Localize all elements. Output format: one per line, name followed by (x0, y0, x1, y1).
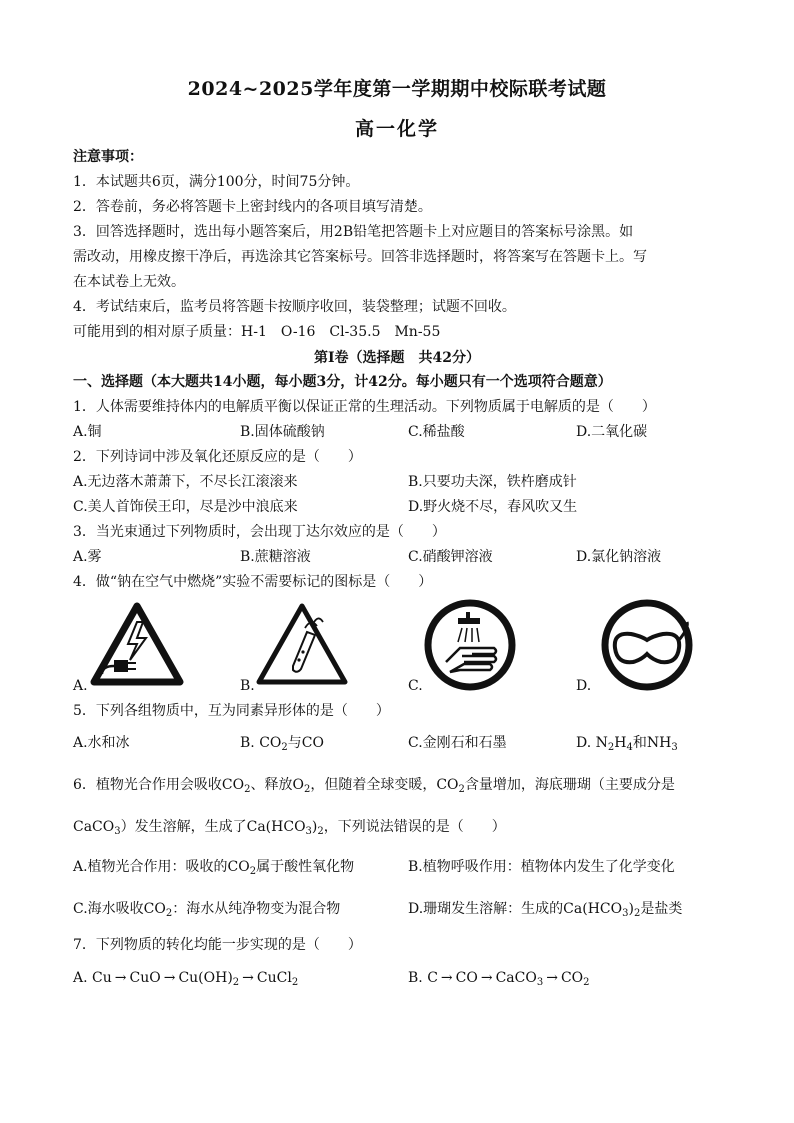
q4-option-a: A. (73, 678, 88, 694)
q2-option-c: C.美人首饰侯王印，尽是沙中浪底来 (73, 499, 298, 515)
q3-option-a: A.雾 (73, 549, 102, 565)
q5-option-b: B. $CO_2$与CO (240, 735, 324, 753)
q7-stem: 7．下列物质的转化均能一步实现的是（ ） (73, 937, 362, 953)
q6-option-d: D.珊瑚发生溶解：生成的$Ca(HCO_3)_2$是盐类 (408, 901, 683, 919)
notice-item-1: 1．本试题共6页，满分100分，时间75分钟。 (73, 174, 360, 190)
q6-stem-line2: CaCO$_3$）发生溶解，生成了$Ca(HCO_3)_2$，下列说法错误的是（ ） (73, 819, 506, 837)
q4-option-c: C. (408, 678, 423, 694)
q6-stem-line1: 6．植物光合作用会吸收$CO_2$、释放$O_2$，但随着全球变暖，$CO_2$含量增加，海底珊瑚（主要成分是 (73, 777, 675, 795)
q1-option-b: B.固体硫酸钠 (240, 424, 325, 440)
q1-stem: 1．人体需要维持体内的电解质平衡以保证正常的生理活动。下列物质属于电解质的是（ ） (73, 399, 656, 415)
q4-option-d: D. (576, 678, 592, 694)
hand-wash-icon (420, 598, 520, 692)
electric-safety-icon (88, 600, 186, 690)
goggles-icon (597, 598, 697, 692)
q5-option-a: A.水和冰 (73, 735, 130, 751)
q5-option-d: D. $N_2H_4$和$NH_3$ (576, 735, 678, 753)
q6-option-a: A.植物光合作用：吸收的$CO_2$属于酸性氧化物 (73, 859, 355, 877)
notice-heading: 注意事项： (73, 149, 143, 165)
q4-stem: 4．做“钠在空气中燃烧”实验不需要标记的图标是（ ） (73, 574, 433, 590)
atomic-mass-line: 可能用到的相对原子质量：H-1 O-16 Cl-35.5 Mn-55 (73, 324, 441, 340)
q6-option-b: B.植物呼吸作用：植物体内发生了化学变化 (408, 859, 675, 875)
q5-stem: 5．下列各组物质中，互为同素异形体的是（ ） (73, 703, 390, 719)
notice-item-2: 2．答卷前，务必将答题卡上密封线内的各项目填写清楚。 (73, 199, 432, 215)
q3-option-c: C.硝酸钾溶液 (408, 549, 493, 565)
notice-item-4: 4．考试结束后，监考员将答题卡按顺序收回，装袋整理；试题不回收。 (73, 299, 516, 315)
q4-option-b: B. (240, 678, 255, 694)
notice-item-3-end: 在本试卷上无效。 (73, 274, 185, 290)
q1-option-d: D.二氧化碳 (576, 424, 648, 440)
notice-item-3-cont: 需改动，用橡皮擦干净后，再选涂其它答案标号。回答非选择题时，将答案写在答题卡上。写 (73, 249, 647, 265)
q1-option-a: A.铜 (73, 424, 102, 440)
q5-option-c: C.金刚石和石墨 (408, 735, 507, 751)
q7-option-b: B. C → CO → CaCO$_3$ → $CO_2$ (408, 970, 590, 988)
part-heading: 一、选择题（本大题共14小题，每小题3分，计42分。每小题只有一个选项符合题意） (73, 374, 612, 390)
q2-option-d: D.野火烧不尽，春风吹又生 (408, 499, 578, 515)
q3-option-b: B.蔗糖溶液 (240, 549, 311, 565)
q2-option-a: A.无边落木萧萧下，不尽长江滚滚来 (73, 474, 298, 490)
q3-option-d: D.氯化钠溶液 (576, 549, 662, 565)
q2-option-b: B.只要功夫深，铁杵磨成针 (408, 474, 577, 490)
q6-option-c: C.海水吸收$CO_2$：海水从纯净物变为混合物 (73, 901, 341, 919)
q2-stem: 2．下列诗词中涉及氧化还原反应的是（ ） (73, 449, 362, 465)
q7-option-a: A. Cu → CuO → $Cu(OH)_2$ → CuCl$_2$ (73, 970, 299, 988)
exam-title: 2024~2025学年度第一学期期中校际联考试题 (187, 78, 607, 100)
q1-option-c: C.稀盐酸 (408, 424, 465, 440)
notice-item-3: 3．回答选择题时，选出每小题答案后，用2B铅笔把答题卡上对应题目的答案标号涂黑。如 (73, 224, 634, 240)
subject-title: 高一化学 (354, 118, 439, 140)
q3-stem: 3．当光束通过下列物质时，会出现丁达尔效应的是（ ） (73, 524, 446, 540)
section-heading: 第Ⅰ卷（选择题 共42分） (313, 350, 481, 366)
hot-burn-icon (253, 600, 351, 690)
